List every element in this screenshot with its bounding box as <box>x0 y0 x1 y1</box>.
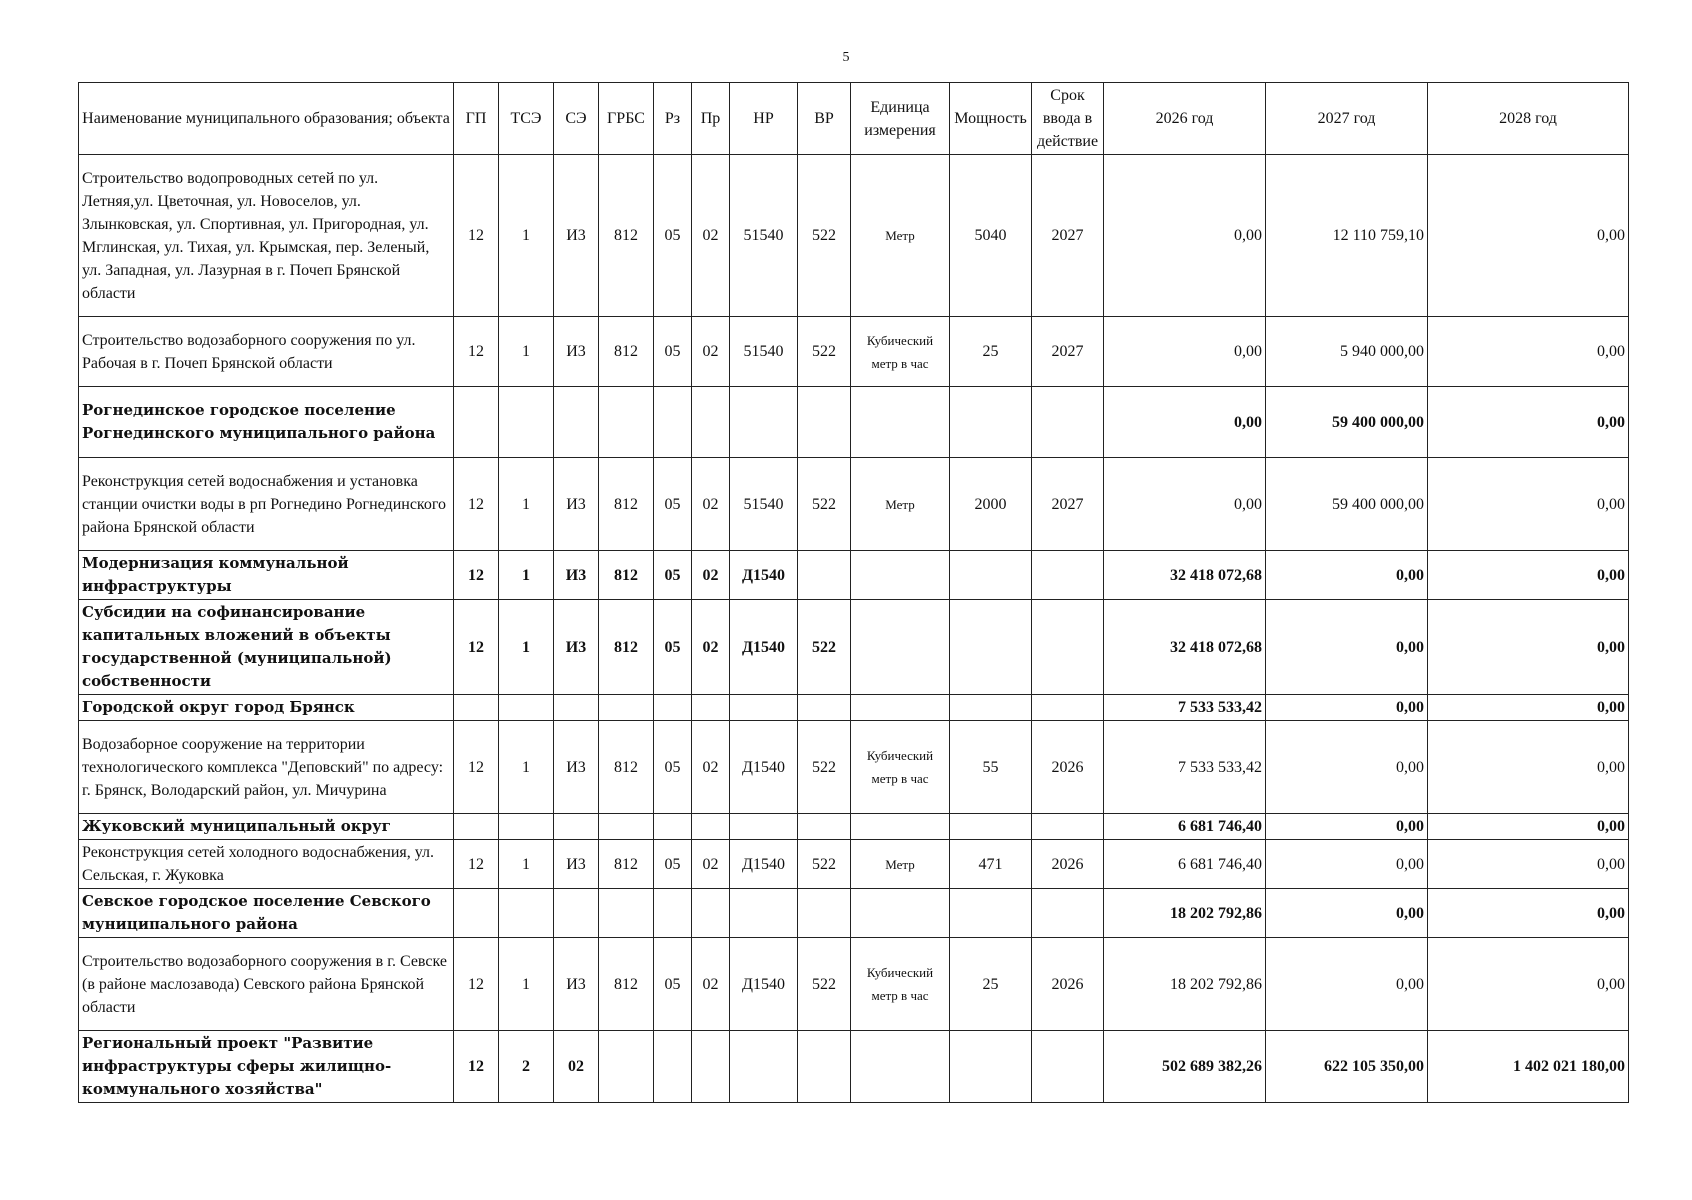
cell-tse: 1 <box>499 155 554 317</box>
table-row <box>79 814 1629 840</box>
cell-capacity <box>950 695 1032 721</box>
cell-pr <box>692 695 730 721</box>
cell-vr: 522 <box>798 600 851 695</box>
cell-vr <box>798 551 851 600</box>
cell-se <box>554 889 599 938</box>
cell-unit: Кубический метр в час <box>851 721 950 814</box>
cell-capacity: 55 <box>950 721 1032 814</box>
cell-name: Реконструкция сетей холодного водоснабжения, ул. Сельская, г. Жуковка <box>79 840 454 889</box>
cell-gp: 12 <box>454 840 499 889</box>
cell-unit <box>851 889 950 938</box>
cell-nr <box>730 814 798 840</box>
cell-y2026: 502 689 382,26 <box>1104 1031 1266 1103</box>
cell-commissioning: 2027 <box>1032 317 1104 387</box>
cell-y2026: 0,00 <box>1104 155 1266 317</box>
cell-name: Субсидии на софинансирование капитальных вложений в объекты государственной (муниципальной) собственности <box>79 600 454 695</box>
cell-y2028: 0,00 <box>1428 938 1629 1031</box>
cell-y2028: 0,00 <box>1428 814 1629 840</box>
cell-pr: 02 <box>692 721 730 814</box>
cell-tse: 1 <box>499 721 554 814</box>
cell-y2026: 7 533 533,42 <box>1104 721 1266 814</box>
cell-grbs <box>599 695 654 721</box>
cell-commissioning: 2026 <box>1032 840 1104 889</box>
cell-pr: 02 <box>692 458 730 551</box>
table-row <box>79 155 1629 317</box>
cell-se: 02 <box>554 1031 599 1103</box>
cell-grbs <box>599 814 654 840</box>
cell-nr: Д1540 <box>730 840 798 889</box>
cell-gp: 12 <box>454 1031 499 1103</box>
cell-name: Региональный проект "Развитие инфраструктуры сферы жилищно-коммунального хозяйства" <box>79 1031 454 1103</box>
cell-tse: 1 <box>499 840 554 889</box>
cell-capacity <box>950 600 1032 695</box>
cell-y2026: 0,00 <box>1104 387 1266 458</box>
cell-commissioning <box>1032 551 1104 600</box>
cell-commissioning: 2027 <box>1032 458 1104 551</box>
cell-nr: Д1540 <box>730 600 798 695</box>
cell-y2028: 0,00 <box>1428 458 1629 551</box>
cell-y2028: 0,00 <box>1428 889 1629 938</box>
cell-y2026: 32 418 072,68 <box>1104 551 1266 600</box>
cell-gp <box>454 387 499 458</box>
cell-pr: 02 <box>692 155 730 317</box>
cell-grbs: 812 <box>599 155 654 317</box>
table-row <box>79 458 1629 551</box>
cell-nr: Д1540 <box>730 938 798 1031</box>
cell-pr: 02 <box>692 938 730 1031</box>
cell-y2027: 5 940 000,00 <box>1266 317 1428 387</box>
cell-rz: 05 <box>654 458 692 551</box>
cell-se <box>554 387 599 458</box>
cell-y2026: 18 202 792,86 <box>1104 889 1266 938</box>
cell-y2028: 0,00 <box>1428 387 1629 458</box>
cell-name: Модернизация коммунальной инфраструктуры <box>79 551 454 600</box>
cell-grbs: 812 <box>599 458 654 551</box>
col-header-2026: 2026 год <box>1104 83 1266 155</box>
table-row <box>79 387 1629 458</box>
table-row <box>79 840 1629 889</box>
cell-capacity <box>950 814 1032 840</box>
cell-capacity: 471 <box>950 840 1032 889</box>
cell-name: Севское городское поселение Севского муниципального района <box>79 889 454 938</box>
cell-commissioning: 2027 <box>1032 155 1104 317</box>
cell-rz <box>654 814 692 840</box>
cell-grbs <box>599 1031 654 1103</box>
cell-y2026: 18 202 792,86 <box>1104 938 1266 1031</box>
cell-y2027: 0,00 <box>1266 551 1428 600</box>
cell-commissioning: 2026 <box>1032 721 1104 814</box>
cell-vr: 522 <box>798 721 851 814</box>
cell-capacity: 25 <box>950 938 1032 1031</box>
cell-unit: Метр <box>851 840 950 889</box>
col-header-2028: 2028 год <box>1428 83 1629 155</box>
col-header-tse: ТСЭ <box>499 83 554 155</box>
table-row <box>79 600 1629 695</box>
cell-vr <box>798 889 851 938</box>
cell-rz: 05 <box>654 840 692 889</box>
cell-y2028: 0,00 <box>1428 155 1629 317</box>
cell-gp <box>454 695 499 721</box>
cell-tse: 1 <box>499 317 554 387</box>
cell-commissioning <box>1032 814 1104 840</box>
cell-y2028: 0,00 <box>1428 840 1629 889</box>
cell-unit <box>851 551 950 600</box>
col-header-capacity: Мощность <box>950 83 1032 155</box>
cell-rz <box>654 695 692 721</box>
col-header-unit: Единица измерения <box>851 83 950 155</box>
cell-grbs <box>599 889 654 938</box>
cell-vr: 522 <box>798 155 851 317</box>
cell-y2028: 0,00 <box>1428 317 1629 387</box>
cell-grbs: 812 <box>599 551 654 600</box>
col-header-rz: Рз <box>654 83 692 155</box>
cell-y2027: 0,00 <box>1266 938 1428 1031</box>
cell-nr <box>730 387 798 458</box>
cell-y2027: 0,00 <box>1266 600 1428 695</box>
cell-nr <box>730 695 798 721</box>
cell-pr: 02 <box>692 840 730 889</box>
cell-vr <box>798 1031 851 1103</box>
cell-capacity <box>950 1031 1032 1103</box>
table-row <box>79 695 1629 721</box>
cell-y2027: 0,00 <box>1266 721 1428 814</box>
cell-se <box>554 695 599 721</box>
page-number: 5 <box>842 50 850 65</box>
cell-se: И3 <box>554 155 599 317</box>
cell-nr: 51540 <box>730 317 798 387</box>
cell-y2028: 0,00 <box>1428 551 1629 600</box>
cell-y2026: 7 533 533,42 <box>1104 695 1266 721</box>
cell-pr <box>692 1031 730 1103</box>
cell-name: Водозаборное сооружение на территории технологического комплекса "Деповский" по адресу: г. Брянск, Володарский район, ул. Мичурина <box>79 721 454 814</box>
cell-grbs: 812 <box>599 840 654 889</box>
cell-grbs: 812 <box>599 721 654 814</box>
cell-pr <box>692 387 730 458</box>
cell-nr <box>730 1031 798 1103</box>
cell-se: И3 <box>554 721 599 814</box>
cell-name: Строительство водозаборного сооружения в г. Севске (в районе маслозавода) Севского района Брянской области <box>79 938 454 1031</box>
cell-gp: 12 <box>454 458 499 551</box>
cell-tse: 1 <box>499 551 554 600</box>
cell-unit <box>851 387 950 458</box>
table-row <box>79 938 1629 1031</box>
cell-se <box>554 814 599 840</box>
cell-gp: 12 <box>454 551 499 600</box>
table-row <box>79 889 1629 938</box>
cell-capacity <box>950 889 1032 938</box>
cell-vr: 522 <box>798 317 851 387</box>
cell-tse: 1 <box>499 600 554 695</box>
cell-grbs: 812 <box>599 317 654 387</box>
cell-commissioning <box>1032 889 1104 938</box>
cell-rz: 05 <box>654 155 692 317</box>
cell-pr: 02 <box>692 600 730 695</box>
cell-unit <box>851 600 950 695</box>
col-header-nr: НР <box>730 83 798 155</box>
cell-se: И3 <box>554 600 599 695</box>
cell-y2027: 622 105 350,00 <box>1266 1031 1428 1103</box>
cell-gp <box>454 889 499 938</box>
cell-tse: 1 <box>499 938 554 1031</box>
cell-vr <box>798 814 851 840</box>
cell-capacity: 25 <box>950 317 1032 387</box>
cell-grbs: 812 <box>599 600 654 695</box>
table-row <box>79 551 1629 600</box>
cell-unit <box>851 695 950 721</box>
cell-tse <box>499 889 554 938</box>
cell-capacity <box>950 551 1032 600</box>
cell-commissioning: 2026 <box>1032 938 1104 1031</box>
cell-name: Строительство водозаборного сооружения по ул. Рабочая в г. Почеп Брянской области <box>79 317 454 387</box>
cell-commissioning <box>1032 600 1104 695</box>
cell-gp <box>454 814 499 840</box>
cell-rz: 05 <box>654 551 692 600</box>
cell-gp: 12 <box>454 155 499 317</box>
cell-y2026: 0,00 <box>1104 317 1266 387</box>
cell-y2026: 0,00 <box>1104 458 1266 551</box>
col-header-pr: Пр <box>692 83 730 155</box>
col-header-name: Наименование муниципального образования; объекта <box>79 83 454 155</box>
cell-tse <box>499 387 554 458</box>
cell-unit: Кубический метр в час <box>851 317 950 387</box>
cell-y2028: 0,00 <box>1428 695 1629 721</box>
cell-gp: 12 <box>454 721 499 814</box>
cell-tse <box>499 814 554 840</box>
table-row <box>79 317 1629 387</box>
cell-unit <box>851 1031 950 1103</box>
cell-nr <box>730 889 798 938</box>
cell-capacity <box>950 387 1032 458</box>
cell-vr: 522 <box>798 840 851 889</box>
cell-vr: 522 <box>798 938 851 1031</box>
col-header-gp: ГП <box>454 83 499 155</box>
table-row <box>79 1031 1629 1103</box>
cell-rz: 05 <box>654 317 692 387</box>
cell-y2027: 0,00 <box>1266 814 1428 840</box>
cell-unit: Кубический метр в час <box>851 938 950 1031</box>
cell-se: И3 <box>554 317 599 387</box>
cell-y2027: 59 400 000,00 <box>1266 387 1428 458</box>
cell-grbs <box>599 387 654 458</box>
cell-rz <box>654 889 692 938</box>
cell-name: Жуковский муниципальный округ <box>79 814 454 840</box>
table-body <box>79 155 1629 1103</box>
budget-table <box>78 82 1629 1103</box>
cell-name: Городской округ город Брянск <box>79 695 454 721</box>
cell-commissioning <box>1032 1031 1104 1103</box>
cell-y2027: 59 400 000,00 <box>1266 458 1428 551</box>
cell-se: И3 <box>554 938 599 1031</box>
cell-unit <box>851 814 950 840</box>
cell-vr <box>798 387 851 458</box>
cell-name: Строительство водопроводных сетей по ул. Летняя,ул. Цветочная, ул. Новоселов, ул. Злынковская, ул. Спортивная, ул. Пригородная, ул. Мглинская, ул. Тихая, ул. Крымская, пер. Зеленый, ул. Западная, ул. Лазурная в г. Почеп Брянской области <box>79 155 454 317</box>
cell-pr: 02 <box>692 551 730 600</box>
cell-gp: 12 <box>454 938 499 1031</box>
cell-vr: 522 <box>798 458 851 551</box>
cell-nr: Д1540 <box>730 721 798 814</box>
cell-rz: 05 <box>654 938 692 1031</box>
cell-rz: 05 <box>654 721 692 814</box>
col-header-grbs: ГРБС <box>599 83 654 155</box>
cell-pr: 02 <box>692 317 730 387</box>
cell-nr: 51540 <box>730 155 798 317</box>
cell-y2027: 12 110 759,10 <box>1266 155 1428 317</box>
cell-y2026: 6 681 746,40 <box>1104 840 1266 889</box>
cell-capacity: 5040 <box>950 155 1032 317</box>
table-header-row <box>79 83 1629 155</box>
cell-rz <box>654 387 692 458</box>
cell-tse: 2 <box>499 1031 554 1103</box>
cell-unit: Метр <box>851 458 950 551</box>
cell-name: Реконструкция сетей водоснабжения и установка станции очистки воды в рп Рогнедино Рогнединского района Брянской области <box>79 458 454 551</box>
cell-y2026: 6 681 746,40 <box>1104 814 1266 840</box>
cell-se: И3 <box>554 551 599 600</box>
cell-pr <box>692 814 730 840</box>
col-header-se: СЭ <box>554 83 599 155</box>
col-header-vr: ВР <box>798 83 851 155</box>
cell-gp: 12 <box>454 317 499 387</box>
cell-se: И3 <box>554 840 599 889</box>
cell-se: И3 <box>554 458 599 551</box>
cell-gp: 12 <box>454 600 499 695</box>
cell-y2028: 1 402 021 180,00 <box>1428 1031 1629 1103</box>
cell-pr <box>692 889 730 938</box>
cell-nr: 51540 <box>730 458 798 551</box>
col-header-2027: 2027 год <box>1266 83 1428 155</box>
cell-tse: 1 <box>499 458 554 551</box>
cell-commissioning <box>1032 695 1104 721</box>
cell-y2026: 32 418 072,68 <box>1104 600 1266 695</box>
cell-y2027: 0,00 <box>1266 840 1428 889</box>
cell-name: Рогнединское городское поселение Рогнединского муниципального района <box>79 387 454 458</box>
cell-y2028: 0,00 <box>1428 600 1629 695</box>
cell-unit: Метр <box>851 155 950 317</box>
cell-capacity: 2000 <box>950 458 1032 551</box>
cell-vr <box>798 695 851 721</box>
cell-y2028: 0,00 <box>1428 721 1629 814</box>
cell-y2027: 0,00 <box>1266 889 1428 938</box>
col-header-commissioning: Срок ввода в действие <box>1032 83 1104 155</box>
cell-nr: Д1540 <box>730 551 798 600</box>
table-row <box>79 721 1629 814</box>
cell-grbs: 812 <box>599 938 654 1031</box>
cell-tse <box>499 695 554 721</box>
cell-y2027: 0,00 <box>1266 695 1428 721</box>
cell-rz <box>654 1031 692 1103</box>
cell-rz: 05 <box>654 600 692 695</box>
cell-commissioning <box>1032 387 1104 458</box>
